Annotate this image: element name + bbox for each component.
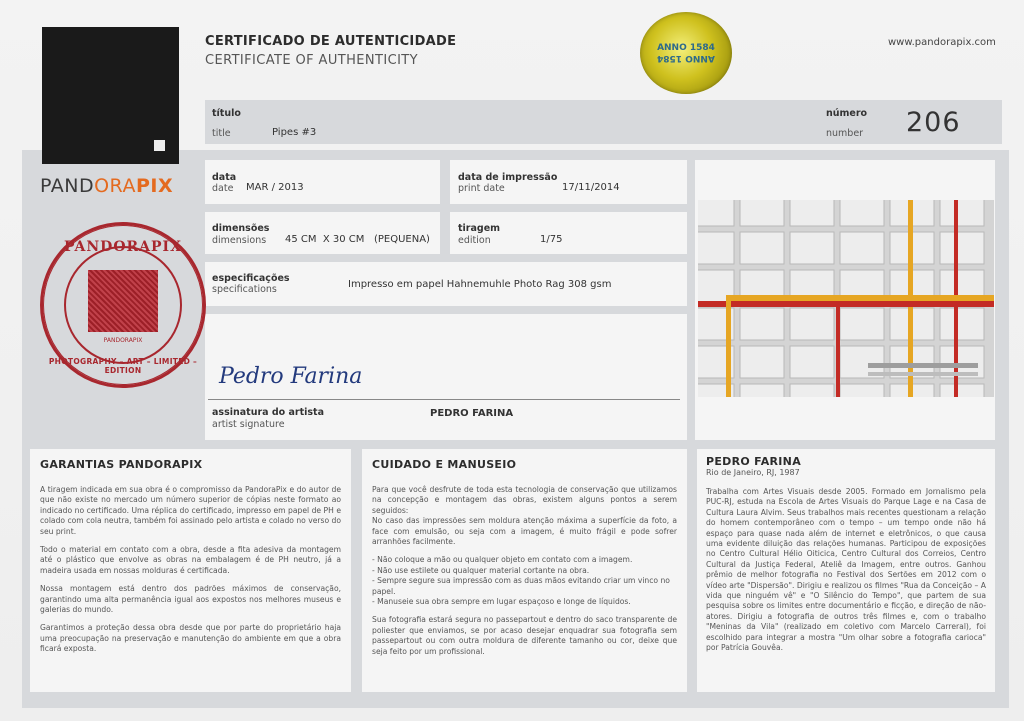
date-value: MAR / 2013 [246, 182, 304, 193]
certificate-title: CERTIFICADO DE AUTENTICIDADE [205, 34, 457, 49]
title-label-en: title [212, 128, 231, 139]
number-label-pt: número [826, 108, 868, 119]
artist-name-value: PEDRO FARINA [430, 408, 514, 419]
edition-label-en: edition [458, 235, 491, 246]
signature-label-en: artist signature [212, 419, 285, 430]
brand-part-1: PAND [40, 175, 95, 197]
artist-name-heading: PEDRO FARINA [706, 455, 802, 468]
print-date-label-pt: data de impressão [458, 172, 558, 183]
pipes-image [698, 200, 994, 397]
title-value: Pipes #3 [272, 127, 317, 138]
guarantees-paragraph-3: Nossa montagem está dentro dos padrões máximos de conservação, garantindo uma alta permanência igual aos expostos nos melhores museus e galerias do mundo. [40, 584, 341, 615]
care-section [362, 449, 687, 692]
care-paragraph-3: Sua fotografia estará segura no passepartout e dentro do saco transparente de poliester que enviamos, se por acaso desejar enquadrar sua fotografia sem passepartout ou com outra moldura de diferente tamanho ou cor, deixe que seja feito por um profissional. [372, 615, 677, 656]
dimensions-value: 45 CM X 30 CM (PEQUENA) [285, 234, 430, 245]
brand-part-2: ORA [94, 175, 136, 197]
guarantees-paragraph-2: Todo o material em contato com a obra, desde a fita adesiva da montagem até o plástico que envolve as obras na embalagem é de PH neutro, já a madeira usada em nossas molduras é certificada. [40, 545, 341, 575]
dimensions-label-en: dimensions [212, 235, 267, 246]
guarantees-section [30, 449, 351, 692]
signature-line [208, 399, 680, 400]
care-list: - Não coloque a mão ou qualquer objeto em contato com a imagem. - Não use estilete ou qualquer material cortante na obra. - Sempre segure sua impressão com as duas mãos evitando criar um vinco no papel. - Manuseie sua obra sempre em lugar espaçoso e longe de líquidos. [372, 555, 670, 607]
website-link[interactable]: www.pandorapix.com [888, 37, 996, 48]
brand-logo-square [42, 27, 179, 164]
artist-origin: Rio de Janeiro, RJ, 1987 [706, 468, 800, 477]
artist-signature: Pedro Farina [219, 364, 363, 389]
stamp-top-text: PANDORAPIX [64, 239, 182, 255]
stamp-inner-text: PANDORAPIX [103, 337, 143, 344]
title-strip [205, 100, 1002, 144]
pandorapix-stamp [40, 222, 206, 388]
print-date-value: 17/11/2014 [562, 182, 620, 193]
artwork-photo [698, 200, 994, 397]
hologram-text-flipped: ANNO 1584 [657, 53, 715, 63]
logo-dot [154, 140, 165, 151]
care-paragraph-1: Para que você desfrute de toda esta tecnologia de conservação que utilizamos na concepção e montagem das obras, existem alguns pontos a serem seguidos: [372, 485, 677, 515]
date-box [205, 160, 440, 204]
signature-label-pt: assinatura do artista [212, 407, 324, 418]
edition-number: 206 [906, 107, 961, 138]
artist-bio-section [697, 449, 995, 692]
artist-bio: Trabalha com Artes Visuais desde 2005. Formado em Jornalismo pela PUC-RJ, estuda na Escola de Artes Visuais do Parque Lage e na Casa de Cultura Laura Alvim. Seus trabalhos mais recentes questionam a relação do homem contemporâneo com o tempo – um tempo onde não há espaço para quase nada além de internet e eletrônicos, o que causa uma evidente diluição das relações humanas. Participou de exposições no Centro Cultural Hélio Oiticica, Centro Cultural dos Correios, Centro Cultural da Justiça Federal, Ateliê da Imagem, entre outros. Ganhou prêmio de melhor fotografia no Festival dos Sertões em 2012 com o vídeo arte "Dispersão". Dirigiu e realizou os filmes "Rua da Conceição – A vida que ninguém vê" e "O Silêncio do Tempo", que partem de sua pesquisa sobre os limites entre documentário e ficção, e direção de não-atores. Dirigiu a fotografia de outros três filmes e, com o trabalho "Meninas da Vila" (realizado em coletivo com Marcelo Carreral), foi escolhido para integrar a mostra "Um olhar sobre a fotografia carioca" por Patrícia Gouvêa. [706, 487, 986, 653]
date-label-en: date [212, 183, 234, 194]
guarantees-paragraph-1: A tiragem indicada em sua obra é o compromisso da PandoraPix e do autor de que não existe no mercado um número superior de cópias neste formato ao indicado no certificado. Uma réplica do certificado, impresso em papel de PH e colado com cola neutra, também foi assinado pelo artista e colado no verso do seu print. [40, 485, 341, 536]
edition-value: 1/75 [540, 234, 563, 245]
specifications-label-en: specifications [212, 284, 277, 295]
stamp-square-mark [88, 270, 158, 332]
certificate-subtitle: CERTIFICATE OF AUTHENTICITY [205, 53, 418, 68]
edition-label-pt: tiragem [458, 223, 501, 234]
care-paragraph-2: No caso das impressões sem moldura atenção máxima a superfície da foto, a face com emulsão, ou seja com a imagem, é muito frágil e pode sofrer arranhões facilmente. [372, 516, 677, 547]
brand-wordmark [40, 175, 173, 197]
specifications-label-pt: especificações [212, 273, 290, 284]
specifications-value: Impresso em papel Hahnemuhle Photo Rag 308 gsm [348, 279, 612, 290]
number-label-en: number [826, 128, 864, 139]
hologram-seal [640, 12, 732, 94]
dimensions-label-pt: dimensões [212, 223, 270, 234]
title-label-pt: título [212, 108, 241, 119]
stamp-bottom-text: PHOTOGRAPHY – ART – LIMITED – EDITION [48, 357, 198, 375]
print-date-label-en: print date [458, 183, 505, 194]
guarantees-title: GARANTIAS PANDORAPIX [40, 458, 203, 471]
care-title: CUIDADO E MANUSEIO [372, 458, 517, 471]
brand-part-3: PIX [135, 175, 174, 197]
guarantees-paragraph-4: Garantimos a proteção dessa obra desde que por parte do proprietário haja uma preocupação na preservação e manutenção do ambiente em que a obra ficará exposta. [40, 623, 341, 654]
date-label-pt: data [212, 172, 237, 183]
hologram-text: ANNO 1584 [657, 43, 715, 53]
